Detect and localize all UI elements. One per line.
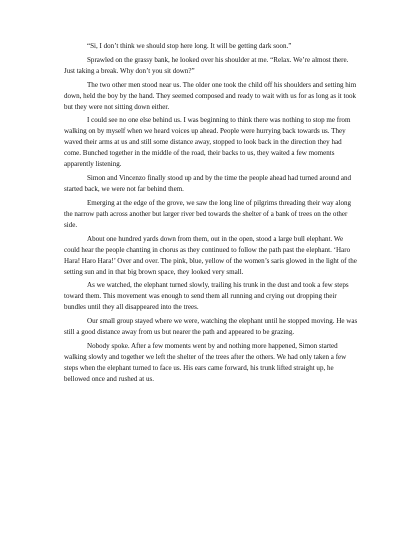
paragraph-1: “Si, I don’t think we should stop here long. It will be getting dark soon.” (87, 42, 292, 50)
paragraph-5: Simon and Vincenzo finally stood up and by the time the people ahead had turned around and started back, we were not far behind them. (64, 174, 352, 193)
paragraph-4: I could see no one else behind us. I was beginning to think there was nothing to stop me from walking on by myself when we heard voices up ahead. People were hurrying back towards us. They waved their arms at us and still some distance away, stopped to look back in the direction they had come. Bunched together in the middle of the road, their backs to us, they waited a few moments apparently listening. (64, 116, 351, 169)
paragraph-6: Emerging at the edge of the grove, we saw the long line of pilgrims threading their way along the narrow path across another but larger river bed towards the shelter of a bank of trees on the other side. (64, 198, 352, 229)
paragraph-9: Our small group stayed where we were, watching the elephant until he stopped moving. He was still a good distance away from us but nearer the path and appeared to be grazing. (64, 317, 358, 336)
paragraph-10: Nobody spoke. After a few moments went by and nothing more happened, Simon started walking slowly and together we left the shelter of the trees after the others. We had only taken a few steps when the elephant turned to face us. His ears came forward, his trunk lifted straight up, he bellowed once and rushed at us. (64, 341, 347, 383)
paragraph-8: As we watched, the elephant turned slowly, trailing his trunk in the dust and took a few steps toward them. This movement was enough to send them all running and crying out dropping their bundles until they all disappeared into the trees. (64, 281, 349, 312)
paragraph-7: About one hundred yards down from them, out in the open, stood a large bull elephant. We could hear the people chanting in chorus as they continued to follow the path past the elephant. ‘Haro Hara! Haro Hara!’ Over and over. The pink, blue, yellow of the women’s saris glowed in the light of the setting sun and in that big brown space, they looked very small. (64, 234, 357, 276)
paragraph-3: The two other men stood near us. The older one took the child off his shoulders and setting him down, held the boy by the hand. They seemed composed and ready to wait with us for as long as it took but they were not sitting down either. (64, 80, 357, 111)
paragraph-2: Sprawled on the grassy bank, he looked over his shoulder at me. “Relax. We’re almost there. Just taking a break. Why don’t you sit down?” (64, 55, 349, 75)
